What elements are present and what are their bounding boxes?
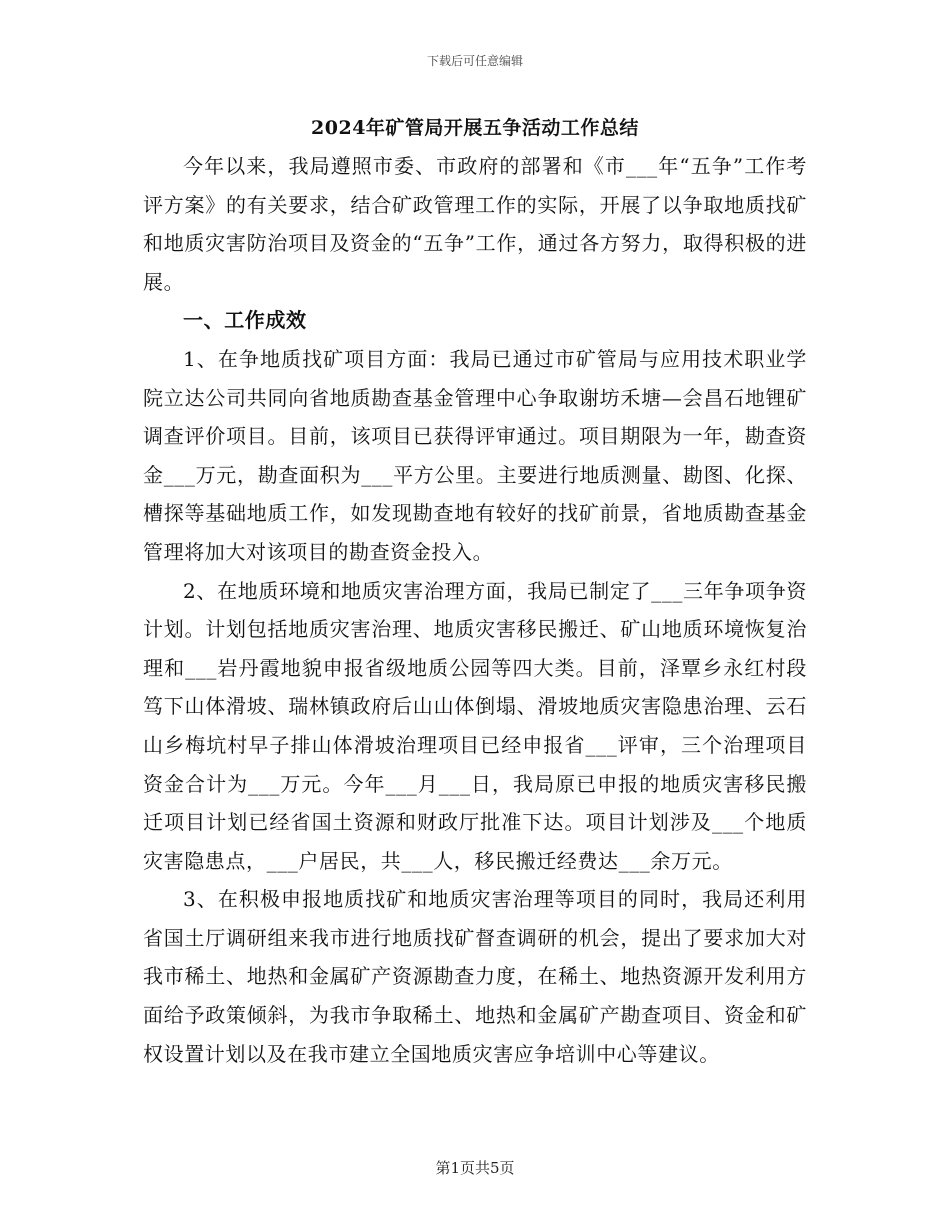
page-header-note: 下载后可任意编辑 bbox=[426, 54, 523, 68]
page-footer-pagination: 第1页共5页 bbox=[435, 1159, 515, 1177]
document-title: 2024年矿管局开展五争活动工作总结 bbox=[311, 117, 639, 139]
document-body bbox=[143, 110, 807, 1073]
paragraph-item-1: 1、在争地质找矿项目方面：我局已通过市矿管局与应用技术职业学院立达公司共同向省地质勘查基金管理中心争取谢坊禾塘—会昌石地锂矿调查评价项目。目前，该项目已获得评审通过。项目期限为一年，勘查资金___万元，勘查面积为___平方公里。主要进行地质测量、勘图、化探、槽探等基础地质工作，如发现勘查地有较好的找矿前景，省地质勘查基金管理将加大对该项目的勘查资金投入。 bbox=[143, 346, 807, 564]
paragraph-item-3: 3、在积极申报地质找矿和地质灾害治理等项目的同时，我局还利用省国土厅调研组来我市进行地质找矿督查调研的机会，提出了要求加大对我市稀土、地热和金属矿产资源勘查力度，在稀土、地热资源开发利用方面给予政策倾斜，为我市争取稀土、地热和金属矿产勘查项目、资金和矿权设置计划以及在我市建立全国地质灾害应争培训中心等建议。 bbox=[143, 887, 807, 1066]
paragraph-item-2: 2、在地质环境和地质灾害治理方面，我局已制定了___三年争项争资计划。计划包括地质灾害治理、地质灾害移民搬迁、矿山地质环境恢复治理和___岩丹霞地貌申报省级地质公园等四大类。目前，泽覃乡永红村段笃下山体滑坡、瑞林镇政府后山山体倒塌、滑坡地质灾害隐患治理、云石山乡梅坑村早子排山体滑坡治理项目已经申报省___评审，三个治理项目资金合计为___万元。今年___月___日，我局原已申报的地质灾害移民搬迁项目计划已经省国土资源和财政厅批准下达。项目计划涉及___个地质灾害隐患点，___户居民，共___人，移民搬迁经费达___余万元。 bbox=[143, 578, 807, 873]
section-heading-work-results: 一、工作成效 bbox=[183, 308, 307, 333]
intro-paragraph: 今年以来，我局遵照市委、市政府的部署和《市___年“五争”工作考评方案》的有关要求，结合矿政管理工作的实际，开展了以争取地质找矿和地质灾害防治项目及资金的“五争”工作，通过各方努力，取得积极的进展。 bbox=[143, 154, 807, 294]
